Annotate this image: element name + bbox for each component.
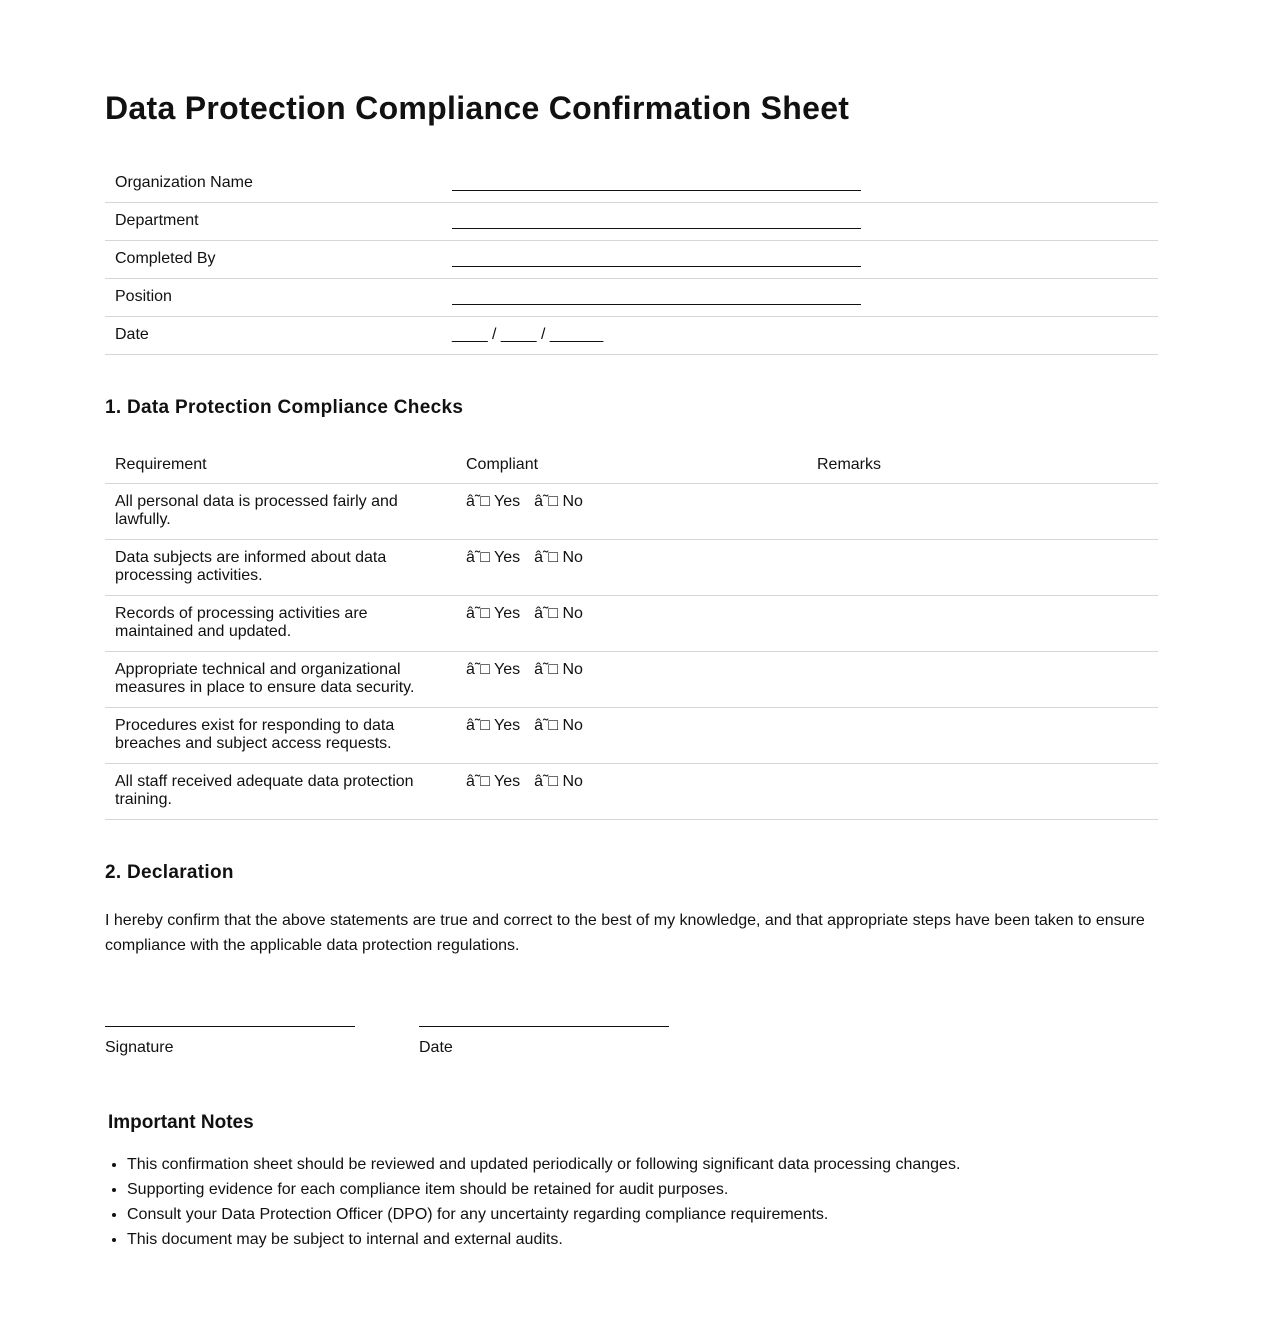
- no-checkbox[interactable]: â˜□ No: [534, 716, 583, 734]
- signature-block: [105, 1004, 355, 1057]
- yes-checkbox[interactable]: â˜□ Yes: [466, 716, 521, 734]
- signature-date-block: [419, 1004, 669, 1057]
- notes-title: Important Notes: [108, 1111, 254, 1133]
- table-header-row: [105, 447, 1158, 484]
- signature-date-label: Date: [419, 1038, 453, 1056]
- declaration-text: I hereby confirm that the above statements are true and correct to the best of my knowledge, and that appropriate steps have been taken to ensure compliance with the applicable data protection regulations.: [105, 911, 1145, 954]
- info-row-position: [105, 278, 1158, 316]
- completed-by-field[interactable]: [452, 250, 861, 267]
- signature-label: Signature: [105, 1038, 174, 1056]
- remarks-cell[interactable]: [807, 651, 1158, 707]
- signature-area: [105, 1004, 1158, 1064]
- info-table: [105, 164, 1158, 355]
- requirement-cell: Procedures exist for responding to data breaches and subject access requests.: [105, 707, 456, 763]
- list-item: • This document may be subject to internal and external audits.: [127, 1227, 1158, 1252]
- compliant-cell: [456, 763, 807, 819]
- position-field[interactable]: [452, 288, 861, 305]
- yes-checkbox[interactable]: â˜□ Yes: [466, 492, 521, 510]
- remarks-cell[interactable]: [807, 539, 1158, 595]
- compliant-cell: [456, 707, 807, 763]
- list-item: • Consult your Data Protection Officer (DPO) for any uncertainty regarding compliance requirements.: [127, 1202, 1158, 1227]
- list-item: • Supporting evidence for each compliance item should be retained for audit purposes.: [127, 1177, 1158, 1202]
- yes-checkbox[interactable]: â˜□ Yes: [466, 772, 521, 790]
- info-label: Organization Name: [115, 173, 253, 191]
- compliance-checks-table: [105, 447, 1158, 820]
- table-row: [105, 707, 1158, 763]
- requirement-cell: All staff received adequate data protection training.: [105, 763, 456, 819]
- column-header-remarks: Remarks: [807, 447, 1158, 484]
- requirement-cell: Data subjects are informed about data processing activities.: [105, 539, 456, 595]
- section-title-compliance-checks: 1. Data Protection Compliance Checks: [105, 396, 464, 418]
- remarks-cell[interactable]: [807, 707, 1158, 763]
- remarks-cell[interactable]: [807, 595, 1158, 651]
- compliant-cell: [456, 483, 807, 539]
- requirement-cell: Records of processing activities are maintained and updated.: [105, 595, 456, 651]
- remarks-cell[interactable]: [807, 763, 1158, 819]
- table-row: [105, 595, 1158, 651]
- no-checkbox[interactable]: â˜□ No: [534, 492, 583, 510]
- info-row-completed-by: [105, 240, 1158, 278]
- signature-date-line[interactable]: [419, 1004, 669, 1027]
- info-label: Completed By: [115, 250, 216, 267]
- table-row: [105, 763, 1158, 819]
- no-checkbox[interactable]: â˜□ No: [534, 604, 583, 622]
- department-field[interactable]: [452, 212, 861, 229]
- info-label: Date: [115, 326, 149, 343]
- requirement-cell: Appropriate technical and organizational measures in place to ensure data security.: [105, 651, 456, 707]
- info-label: Position: [115, 288, 172, 305]
- yes-checkbox[interactable]: â˜□ Yes: [466, 548, 521, 566]
- info-row-organization-name: [105, 164, 1158, 202]
- organization-name-field[interactable]: [452, 174, 861, 191]
- table-row: [105, 539, 1158, 595]
- remarks-cell[interactable]: [807, 483, 1158, 539]
- table-row: [105, 651, 1158, 707]
- no-checkbox[interactable]: â˜□ No: [534, 660, 583, 678]
- info-label: Department: [115, 212, 199, 229]
- list-item: • This confirmation sheet should be reviewed and updated periodically or following significant data processing changes.: [127, 1152, 1158, 1177]
- yes-checkbox[interactable]: â˜□ Yes: [466, 660, 521, 678]
- page-title: Data Protection Compliance Confirmation Sheet: [105, 90, 850, 126]
- table-row: [105, 483, 1158, 539]
- section-title-declaration: 2. Declaration: [105, 861, 234, 883]
- date-field[interactable]: ____ / ____ / ______: [452, 326, 604, 343]
- info-row-department: [105, 202, 1158, 240]
- no-checkbox[interactable]: â˜□ No: [534, 772, 583, 790]
- requirement-cell: All personal data is processed fairly and lawfully.: [105, 483, 456, 539]
- yes-checkbox[interactable]: â˜□ Yes: [466, 604, 521, 622]
- no-checkbox[interactable]: â˜□ No: [534, 548, 583, 566]
- notes-list: [105, 1152, 1158, 1252]
- column-header-requirement: Requirement: [105, 447, 456, 484]
- info-row-date: [105, 316, 1158, 354]
- compliant-cell: [456, 539, 807, 595]
- compliant-cell: [456, 651, 807, 707]
- column-header-compliant: Compliant: [456, 447, 807, 484]
- document-content: [105, 86, 1158, 1252]
- compliant-cell: [456, 595, 807, 651]
- signature-line[interactable]: [105, 1004, 355, 1027]
